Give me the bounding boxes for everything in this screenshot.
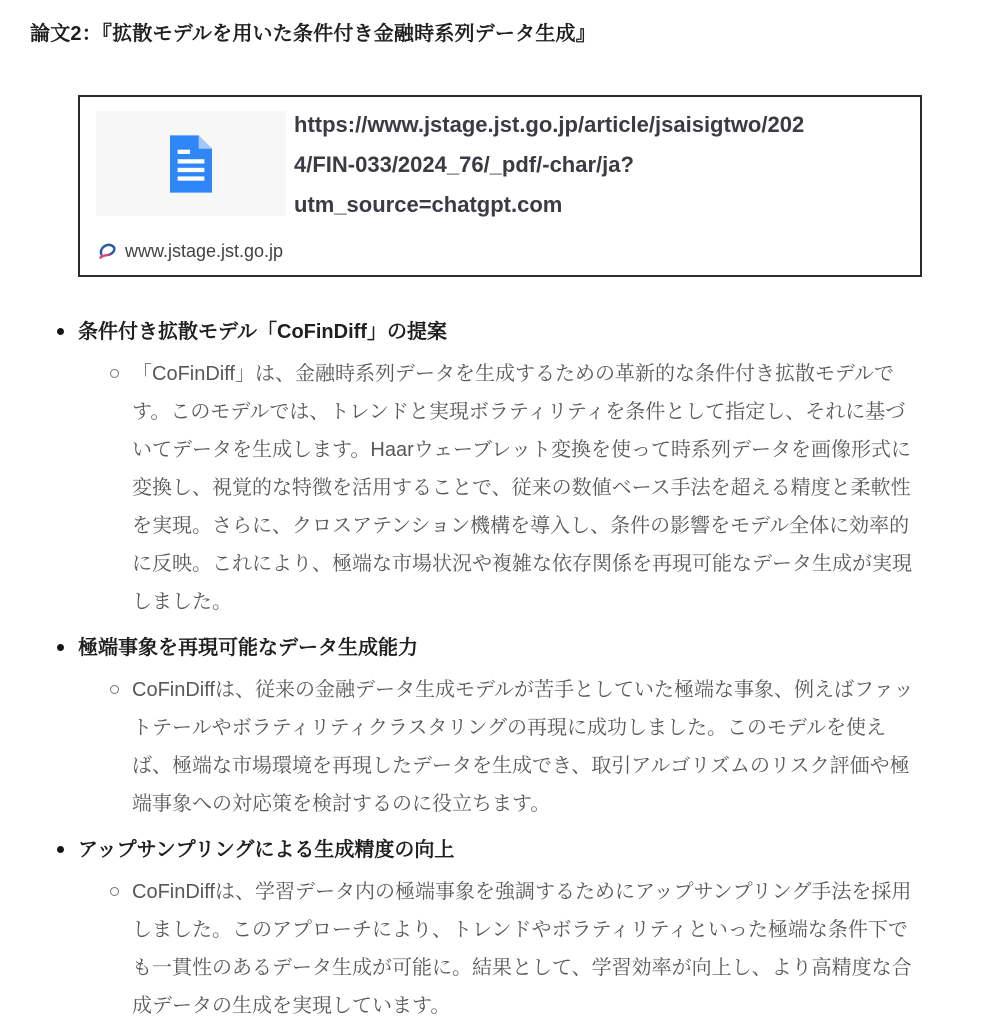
link-url-line: utm_source=chatgpt.com (294, 192, 563, 217)
bullet-heading: 条件付き拡散モデル「CoFinDiff」の提案 (78, 321, 447, 343)
bullet-heading-row (30, 831, 967, 869)
bullet-circle-icon (110, 685, 119, 694)
bullet-heading-row (30, 629, 967, 667)
link-url-line: https://www.jstage.jst.go.jp/article/jsaisigtwo/202 (294, 112, 805, 137)
bullet-disc-icon (57, 328, 64, 335)
link-url-line: 4/FIN-033/2024_76/_pdf/-char/ja? (294, 152, 634, 177)
bullet-disc-icon (57, 644, 64, 651)
bullet-body: CoFinDiffは、学習データ内の極端事象を強調するためにアップサンプリング手法を採用しました。このアプローチにより、トレンドやボラティリティといった極端な条件下でも一貫性のあるデータ生成が可能に。結果として、学習効率が向上し、より高精度な合成データの生成を実現しています。 (132, 881, 912, 1017)
list-item (30, 629, 967, 823)
bullet-body: CoFinDiffは、従来の金融データ生成モデルが苦手としていた極端な事象、例えばファットテールやボラティリティクラスタリングの再現に成功しました。このモデルを使えば、極端な市場環境を再現したデータを生成でき、取引アルゴリズムのリスク評価や極端事象への対応策を検討するのに役立ちます。 (132, 679, 914, 815)
link-url[interactable] (294, 105, 904, 225)
sub-bullet-row (30, 671, 967, 823)
bullet-heading-row (30, 313, 967, 351)
bullet-disc-icon (57, 846, 64, 853)
link-card[interactable] (78, 95, 922, 277)
jstage-favicon-icon (98, 242, 117, 261)
link-thumbnail (96, 111, 286, 216)
page-title: 論文2：『拡散モデルを用いた条件付き金融時系列データ生成』 (30, 23, 596, 45)
link-card-top (96, 111, 904, 225)
sub-bullet-row (30, 873, 967, 1025)
link-source-row[interactable] (96, 239, 904, 263)
bullet-circle-icon (110, 369, 119, 378)
list-item (30, 831, 967, 1025)
link-domain: www.jstage.jst.go.jp (125, 241, 284, 261)
bullet-heading: 極端事象を再現可能なデータ生成能力 (78, 637, 418, 659)
bullet-heading: アップサンプリングによる生成精度の向上 (78, 839, 455, 861)
bullet-circle-icon (110, 887, 119, 896)
list-item (30, 313, 967, 621)
document-icon (170, 135, 212, 193)
sub-bullet-row (30, 355, 967, 621)
summary-list (30, 313, 967, 1025)
bullet-body: 「CoFinDiff」は、金融時系列データを生成するための革新的な条件付き拡散モデルです。このモデルでは、トレンドと実現ボラティリティを条件として指定し、それに基づいてデータを生成します。Haarウェーブレット変換を使って時系列データを画像形式に変換し、視覚的な特徴を活用することで、従来の数値ベース手法を超える精度と柔軟性を実現。さらに、クロスアテンション機構を導入し、条件の影響をモデル全体に効率的に反映。これにより、極端な市場状況や複雑な依存関係を再現可能なデータ生成が実現しました。 (132, 363, 912, 613)
